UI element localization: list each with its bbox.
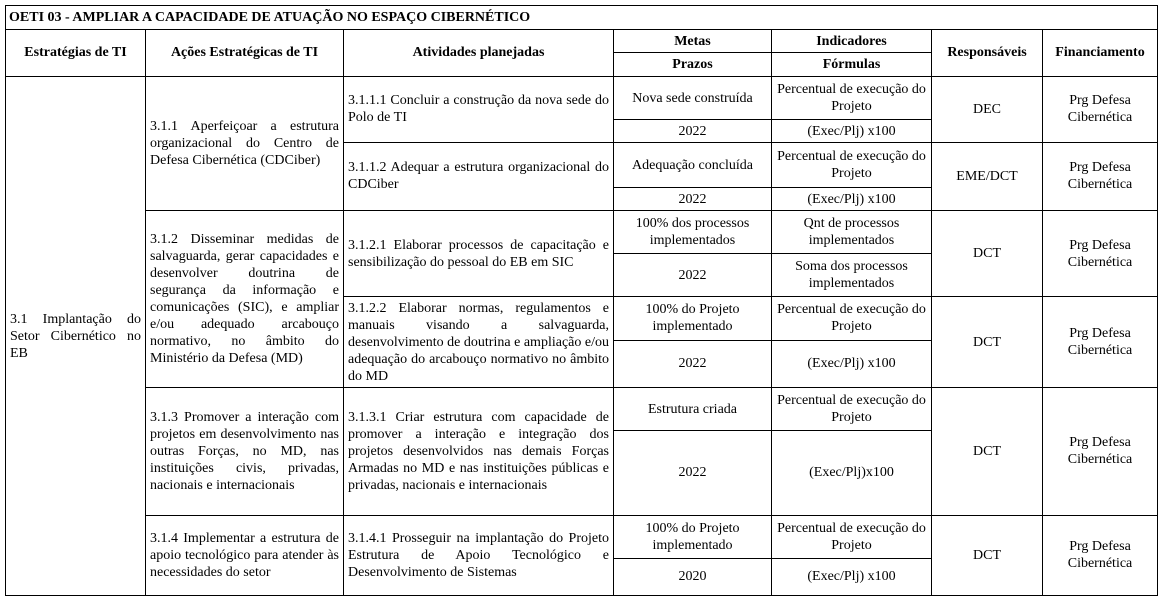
funding-cell: Prg Defesa Cibernética <box>1043 210 1158 296</box>
activity-cell: 3.1.1.1 Concluir a construção da nova sede do Polo de TI <box>344 77 614 143</box>
responsible-cell: DCT <box>932 515 1043 595</box>
funding-cell: Prg Defesa Cibernética <box>1043 297 1158 388</box>
action-cell: 3.1.1 Aperfeiçoar a estrutura organizacional do Centro de Defesa Cibernética (CDCiber) <box>146 77 344 211</box>
indicator-cell: Percentual de execução do Projeto <box>772 387 932 430</box>
action-cell: 3.1.4 Implementar a estrutura de apoio tecnológico para atender às necessidades do setor <box>146 515 344 595</box>
indicator-cell: Percentual de execução do Projeto <box>772 142 932 187</box>
responsible-cell: DCT <box>932 210 1043 296</box>
header-responsaveis: Responsáveis <box>932 29 1043 76</box>
formula-cell: (Exec/Plj) x100 <box>772 340 932 387</box>
deadline-cell: 2022 <box>614 254 772 297</box>
formula-cell: (Exec/Plj)x100 <box>772 431 932 515</box>
activity-cell: 3.1.2.1 Elaborar processos de capacitação e sensibilização do pessoal do EB em SIC <box>344 210 614 296</box>
formula-cell: (Exec/Plj) x100 <box>772 120 932 143</box>
indicator-cell: Percentual de execução do Projeto <box>772 77 932 120</box>
activity-cell: 3.1.2.2 Elaborar normas, regulamentos e manuais visando a salvaguarda, desenvolvimento de doutrina e ampliação e/ou adequação do arcabouço normativo no âmbito do MD <box>344 297 614 388</box>
indicator-cell: Percentual de execução do Projeto <box>772 297 932 340</box>
meta-cell: 100% do Projeto implementado <box>614 297 772 340</box>
funding-cell: Prg Defesa Cibernética <box>1043 142 1158 210</box>
header-acoes: Ações Estratégicas de TI <box>146 29 344 76</box>
table-title: OETI 03 - AMPLIAR A CAPACIDADE DE ATUAÇÃO NO ESPAÇO CIBERNÉTICO <box>6 6 1158 30</box>
strategy-cell: 3.1 Implantação do Setor Cibernético no EB <box>6 77 146 596</box>
header-metas: Metas <box>614 29 772 53</box>
header-indicadores: Indicadores <box>772 29 932 53</box>
responsible-cell: DEC <box>932 77 1043 143</box>
deadline-cell: 2020 <box>614 558 772 595</box>
deadline-cell: 2022 <box>614 120 772 143</box>
action-cell: 3.1.2 Disseminar medidas de salvaguarda, gerar capacidades e desenvolver doutrina de segurança da informação e comunicações (SIC), e ampliar e/ou adequado arcabouço normativo, no âmbito do Ministério da Defesa (MD) <box>146 210 344 387</box>
header-formulas: Fórmulas <box>772 53 932 77</box>
deadline-cell: 2022 <box>614 340 772 387</box>
meta-cell: Estrutura criada <box>614 387 772 430</box>
funding-cell: Prg Defesa Cibernética <box>1043 387 1158 515</box>
header-atividades: Atividades planejadas <box>344 29 614 76</box>
formula-cell: Soma dos processos implementados <box>772 254 932 297</box>
formula-cell: (Exec/Plj) x100 <box>772 558 932 595</box>
formula-cell: (Exec/Plj) x100 <box>772 188 932 211</box>
action-cell: 3.1.3 Promover a interação com projetos em desenvolvimento nas outras Forças, no MD, nas instituições civis, privadas, nacionais e internacionais <box>146 387 344 515</box>
responsible-cell: DCT <box>932 387 1043 515</box>
deadline-cell: 2022 <box>614 188 772 211</box>
strategy-table <box>5 5 1158 596</box>
responsible-cell: DCT <box>932 297 1043 388</box>
activity-cell: 3.1.4.1 Prosseguir na implantação do Projeto Estrutura de Apoio Tecnológico e Desenvolvimento de Sistemas <box>344 515 614 595</box>
funding-cell: Prg Defesa Cibernética <box>1043 515 1158 595</box>
header-prazos: Prazos <box>614 53 772 77</box>
deadline-cell: 2022 <box>614 431 772 515</box>
meta-cell: Adequação concluída <box>614 142 772 187</box>
indicator-cell: Percentual de execução do Projeto <box>772 515 932 558</box>
meta-cell: 100% dos processos implementados <box>614 210 772 253</box>
meta-cell: 100% do Projeto implementado <box>614 515 772 558</box>
indicator-cell: Qnt de processos implementados <box>772 210 932 253</box>
header-estrategias: Estratégias de TI <box>6 29 146 76</box>
activity-cell: 3.1.1.2 Adequar a estrutura organizacional do CDCiber <box>344 142 614 210</box>
meta-cell: Nova sede construída <box>614 77 772 120</box>
responsible-cell: EME/DCT <box>932 142 1043 210</box>
header-financiamento: Financiamento <box>1043 29 1158 76</box>
funding-cell: Prg Defesa Cibernética <box>1043 77 1158 143</box>
activity-cell: 3.1.3.1 Criar estrutura com capacidade de promover a interação e integração dos projetos desenvolvidos nas demais Forças Armadas no MD e nas instituições públicas e privadas, nacionais e internacionais <box>344 387 614 515</box>
